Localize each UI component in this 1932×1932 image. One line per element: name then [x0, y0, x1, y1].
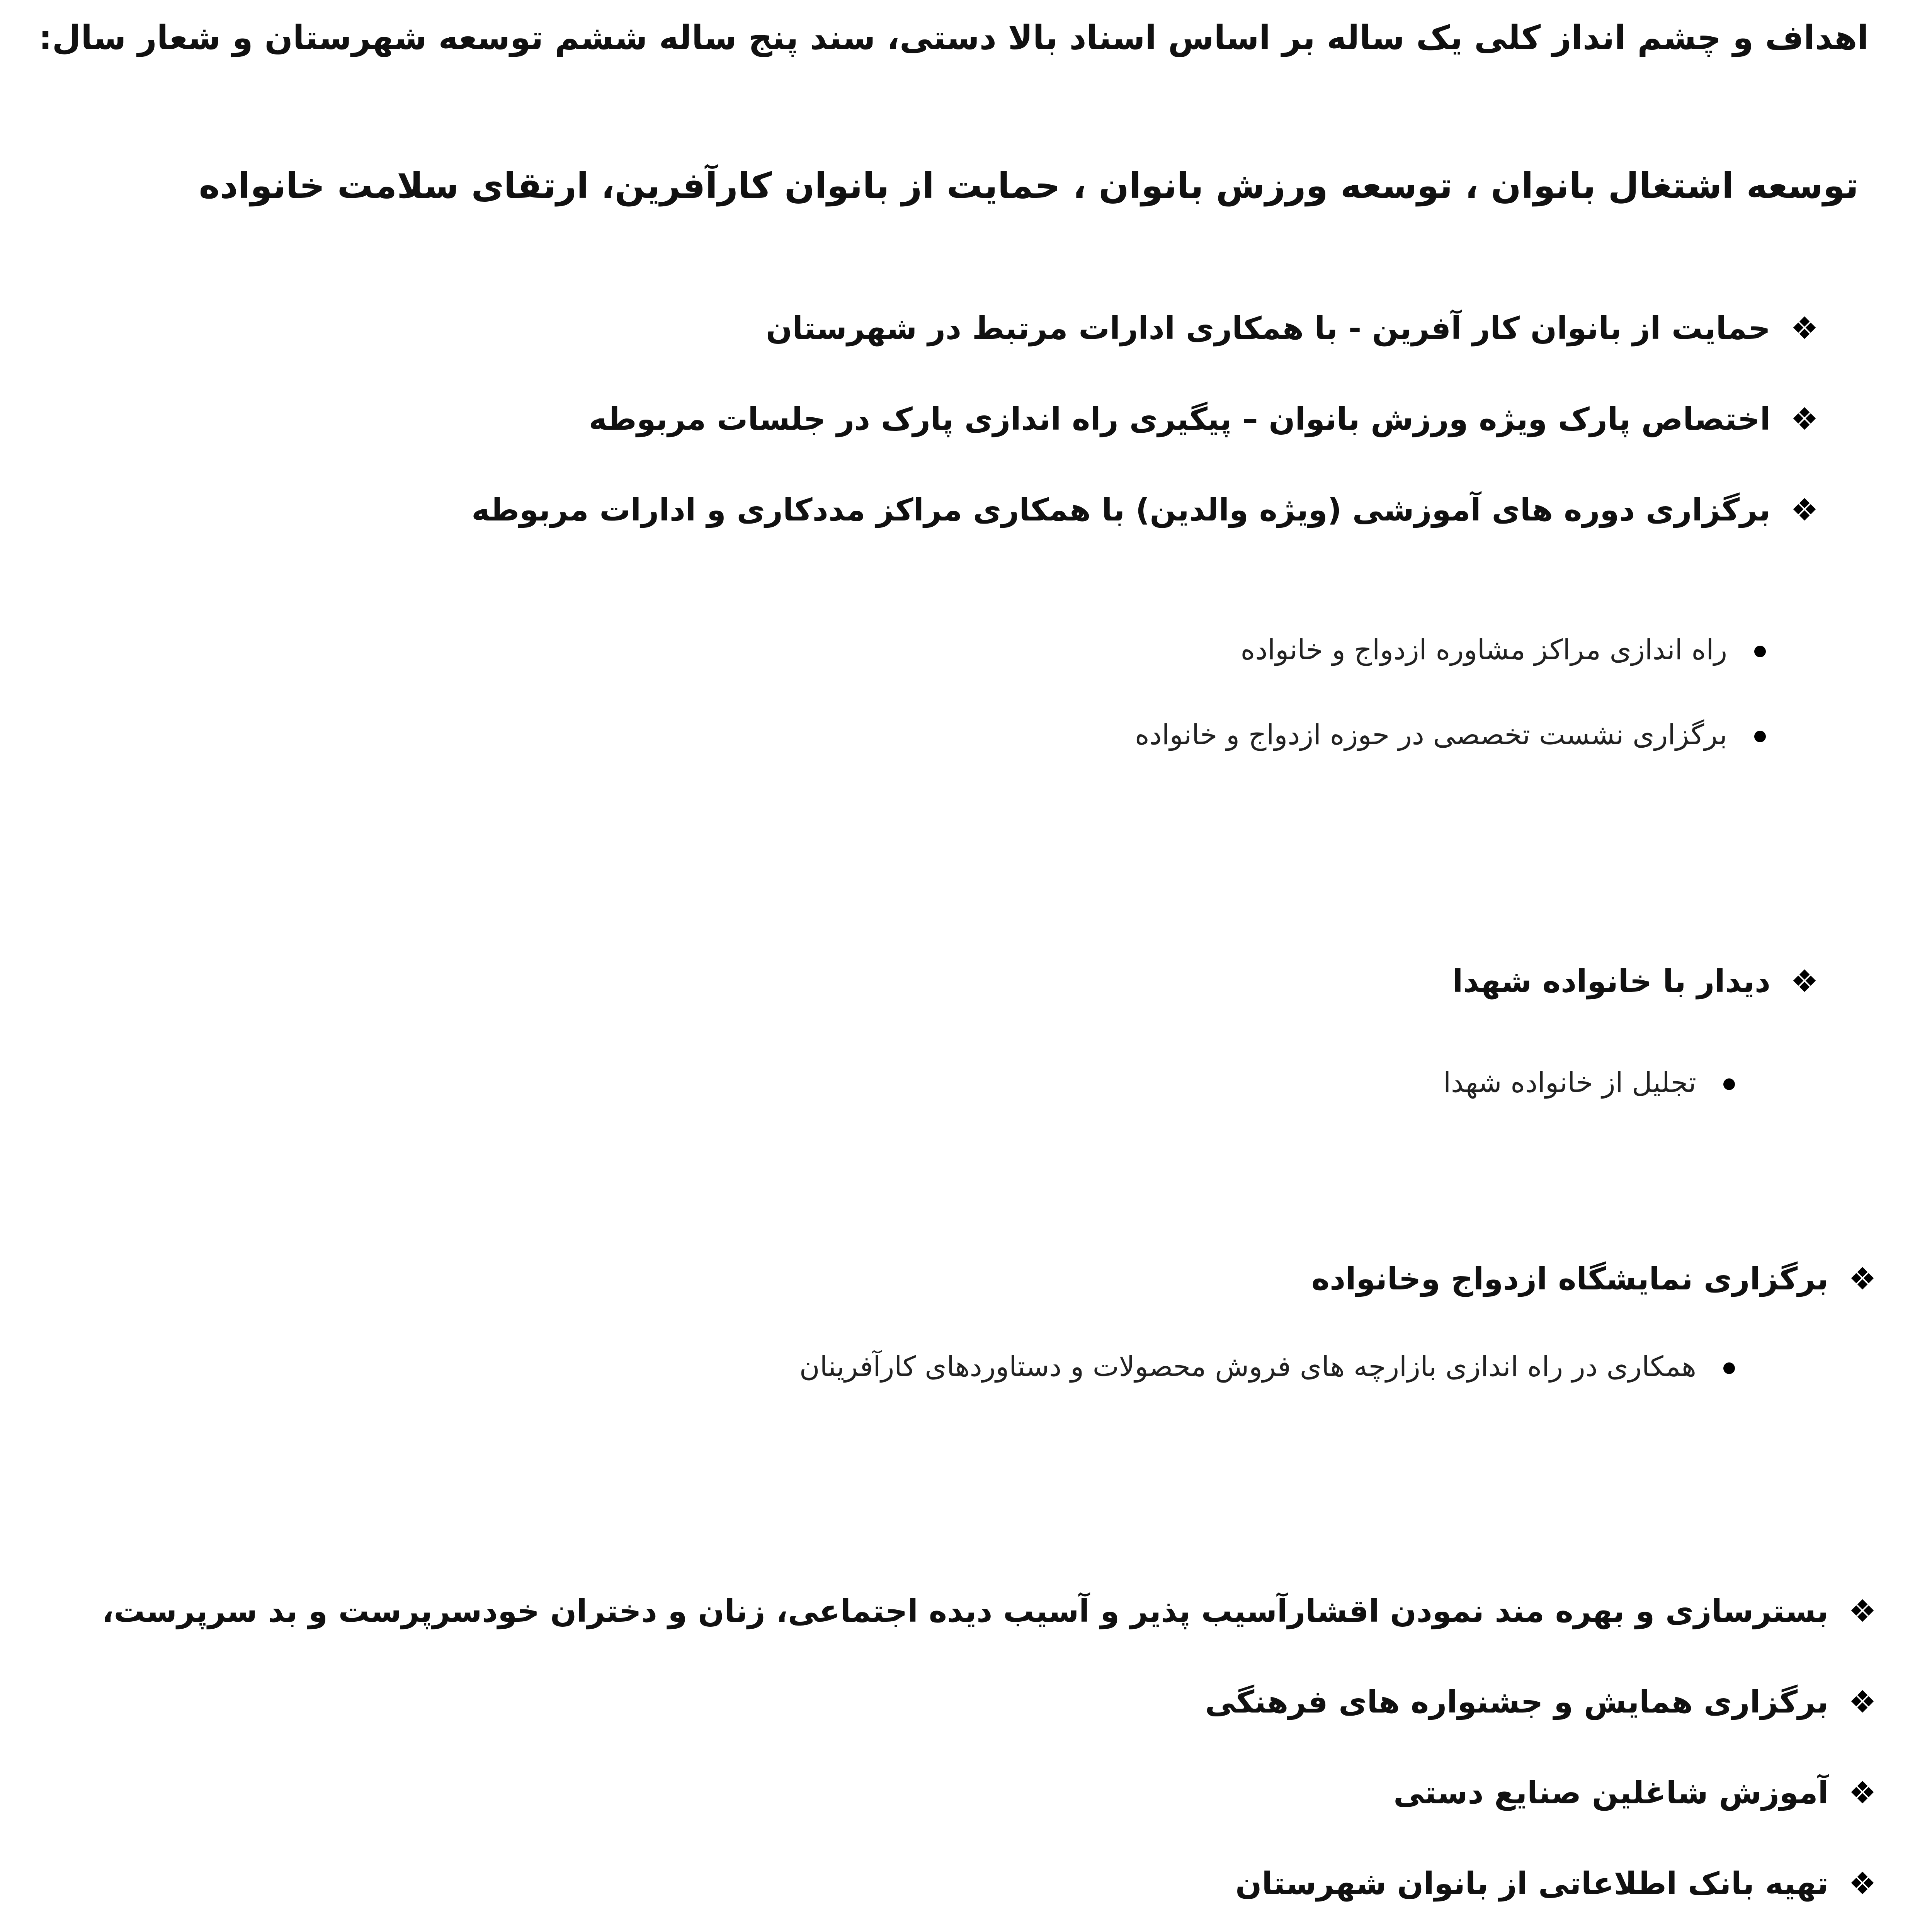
diamond-bullet-icon: ❖ — [1791, 401, 1818, 437]
dot-bullet-icon — [1723, 1078, 1735, 1090]
goal-item — [1393, 1775, 1878, 1811]
sub-item — [1443, 1066, 1735, 1099]
goal-item-text: تهیه بانک اطلاعاتی از بانوان شهرستان — [1235, 1866, 1828, 1901]
diamond-bullet-icon: ❖ — [1849, 1866, 1876, 1901]
diamond-bullet-icon: ❖ — [1791, 492, 1818, 528]
dot-bullet-icon — [1754, 646, 1766, 657]
sub-item-text: راه اندازی مراکز مشاوره ازدواج و خانواده — [1240, 633, 1727, 666]
goal-item — [1205, 1684, 1878, 1720]
diamond-bullet-icon: ❖ — [1849, 1593, 1876, 1629]
goal-item-text: برگزاری همایش و جشنواره های فرهنگی — [1205, 1684, 1828, 1720]
goal-item — [102, 1593, 1878, 1629]
dot-bullet-icon — [1723, 1362, 1735, 1374]
diamond-bullet-icon: ❖ — [1791, 310, 1818, 346]
goal-item-text: برگزاری دوره های آموزشی (ویژه والدین) با همکاری مراکز مددکاری و ادارات مربوطه — [471, 492, 1770, 528]
slogan-heading: توسعه اشتغال بانوان ، توسعه ورزش بانوان ، حمایت از بانوان کارآفرین، ارتقای سلامت خانواده — [199, 165, 1859, 206]
sub-item-text: برگزاری نشست تخصصی در حوزه ازدواج و خانواده — [1134, 718, 1727, 751]
sub-item — [1134, 718, 1766, 751]
sub-item — [799, 1350, 1735, 1383]
dot-bullet-icon — [1754, 731, 1766, 742]
sub-item-text: همکاری در راه اندازی بازارچه های فروش محصولات و دستاوردهای کارآفرینان — [799, 1350, 1696, 1383]
goal-item — [766, 310, 1820, 346]
goal-item — [588, 401, 1820, 437]
diamond-bullet-icon: ❖ — [1849, 1261, 1876, 1297]
diamond-bullet-icon: ❖ — [1791, 963, 1818, 999]
diamond-bullet-icon: ❖ — [1849, 1775, 1876, 1811]
goal-item — [1235, 1868, 1878, 1899]
goal-item-text: حمایت از بانوان کار آفرین - با همکاری ادارات مرتبط در شهرستان — [766, 310, 1770, 346]
goal-item-text: بسترسازی و بهره مند نمودن اقشارآسیب پذیر و آسیب دیده اجتماعی، زنان و دختران خودسرپرست و بد سرپرست، — [102, 1593, 1828, 1629]
goal-item-text: آموزش شاغلین صنایع دستی — [1393, 1775, 1828, 1811]
sub-item-text: تجلیل از خانواده شهدا — [1443, 1066, 1696, 1099]
goal-item — [1311, 1261, 1878, 1297]
goal-item-text: برگزاری نمایشگاه ازدواج وخانواده — [1311, 1261, 1828, 1297]
diamond-bullet-icon: ❖ — [1849, 1684, 1876, 1720]
goal-item — [1452, 963, 1820, 999]
goal-item-text: اختصاص پارک ویژه ورزش بانوان – پیگیری راه اندازی پارک در جلسات مربوطه — [588, 401, 1770, 437]
sub-item — [1240, 633, 1766, 666]
goal-item — [471, 492, 1820, 528]
page-heading: اهداف و چشم انداز کلی یک ساله بر اساس اسناد بالا دستی، سند پنج ساله ششم توسعه شهرستان و شعار سال: — [39, 19, 1869, 57]
goal-item-text: دیدار با خانواده شهدا — [1452, 963, 1770, 999]
